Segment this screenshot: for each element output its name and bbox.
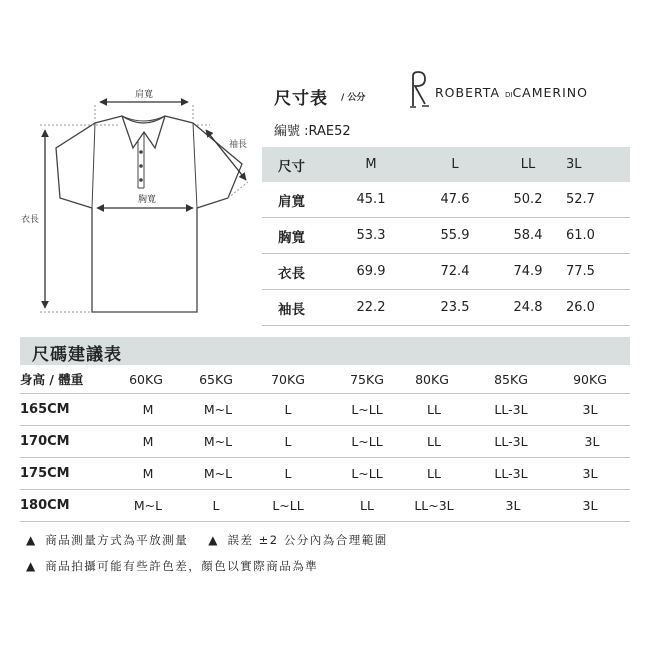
table-row <box>20 426 630 458</box>
table-row <box>20 490 630 522</box>
cell-value: 74.9 <box>513 264 543 279</box>
size-cell: LL <box>427 402 441 417</box>
cell-value: 50.2 <box>513 192 543 207</box>
recommend-header-row <box>20 365 630 394</box>
size-cell: M~L <box>203 402 233 417</box>
weight-header: 90KG <box>573 371 607 387</box>
table-row <box>262 218 630 254</box>
triangle-bullet-icon: ▲ <box>26 559 36 573</box>
row-label: 衣長 <box>278 265 305 282</box>
size-cell: L <box>284 466 292 481</box>
cell-value: 58.4 <box>513 228 543 243</box>
weight-header: 65KG <box>199 371 233 387</box>
cell-value: 23.5 <box>440 300 470 315</box>
cell-value: 69.9 <box>356 264 386 279</box>
size-cell: M~L <box>203 434 233 449</box>
note-text: 商品測量方式為平放測量 <box>45 533 189 547</box>
table-row <box>20 458 630 490</box>
header-m: M <box>365 157 377 172</box>
row-label: 肩寬 <box>278 193 305 210</box>
cell-value: 47.6 <box>440 192 470 207</box>
note-text: 誤差 ±2 公分內為合理範圍 <box>227 533 388 547</box>
size-cell: M <box>142 402 154 417</box>
note-line-1 <box>26 532 388 548</box>
weight-header: 60KG <box>129 371 163 387</box>
brand-logo-block <box>405 70 605 110</box>
cell-value: 53.3 <box>356 228 386 243</box>
size-chart-title: 尺寸表 <box>274 89 328 109</box>
size-cell: M~L <box>203 466 233 481</box>
header-l: L <box>451 157 459 172</box>
row-label: 袖長 <box>278 301 305 318</box>
table-row <box>262 254 630 290</box>
triangle-bullet-icon: ▲ <box>26 533 36 547</box>
sleeve-label: 袖長 <box>228 140 248 150</box>
brand-name: ROBERTA DICAMERINO <box>435 85 588 100</box>
size-cell: L~LL <box>351 466 383 481</box>
size-cell: M <box>142 466 154 481</box>
size-cell: 3L <box>582 402 598 417</box>
cell-value: 55.9 <box>440 228 470 243</box>
size-cell: LL~3L <box>414 498 454 513</box>
shoulder-label: 肩寬 <box>134 90 154 100</box>
button-dot <box>139 164 143 168</box>
header-size: 尺寸 <box>278 158 305 175</box>
size-cell: LL <box>427 466 441 481</box>
size-cell: 3L <box>505 498 521 513</box>
size-cell: 3L <box>584 434 600 449</box>
weight-header: 80KG <box>415 371 449 387</box>
height-label: 170CM <box>20 434 70 449</box>
recommend-title: 尺碼建議表 <box>32 345 122 365</box>
size-cell: LL <box>427 434 441 449</box>
weight-header: 75KG <box>350 371 384 387</box>
cell-value: 52.7 <box>566 192 595 207</box>
size-cell: L~LL <box>351 402 383 417</box>
size-cell: L <box>284 402 292 417</box>
cell-value: 72.4 <box>440 264 470 279</box>
table-row <box>262 290 630 326</box>
size-cell: LL <box>360 498 374 513</box>
model-number: 編號 :RAE52 <box>274 124 351 139</box>
cell-value: 24.8 <box>513 300 543 315</box>
note-text: 商品拍攝可能有些許色差，顏色以實際商品為準 <box>45 559 319 573</box>
weight-header: 70KG <box>271 371 305 387</box>
size-cell: M~L <box>133 498 163 513</box>
header-3l: 3L <box>566 157 582 172</box>
size-cell: L~LL <box>272 498 304 513</box>
height-label: 175CM <box>20 466 70 481</box>
cell-value: 22.2 <box>356 300 386 315</box>
table-row <box>20 394 630 426</box>
cell-value: 61.0 <box>566 228 595 243</box>
weight-header: 85KG <box>494 371 528 387</box>
unit-label: / 公分 <box>341 93 366 103</box>
size-cell: L~LL <box>351 434 383 449</box>
shirt-outline <box>56 116 242 312</box>
note-line-2 <box>26 558 318 574</box>
cell-value: 26.0 <box>566 300 595 315</box>
size-cell: M <box>142 434 154 449</box>
table-row <box>262 182 630 218</box>
size-cell: LL-3L <box>494 466 528 481</box>
brand-r-logo-icon <box>405 70 433 110</box>
row-label: 胸寬 <box>278 229 305 246</box>
height-label: 165CM <box>20 402 70 417</box>
size-cell: LL-3L <box>494 402 528 417</box>
size-cell: LL-3L <box>494 434 528 449</box>
size-cell: 3L <box>582 498 598 513</box>
height-label: 180CM <box>20 498 70 513</box>
shirt-measurement-diagram <box>0 80 270 330</box>
button-dot <box>139 150 143 154</box>
cell-value: 77.5 <box>566 264 595 279</box>
recommend-table <box>20 365 630 522</box>
size-cell: L <box>284 434 292 449</box>
header-height-weight: 身高 / 體重 <box>20 372 84 387</box>
size-chart-table <box>262 147 630 326</box>
chest-label: 胸寬 <box>137 195 157 205</box>
size-chart-header-row <box>262 147 630 182</box>
header-ll: LL <box>520 157 536 172</box>
cell-value: 45.1 <box>356 192 386 207</box>
size-cell: L <box>212 498 220 513</box>
length-label: 衣長 <box>20 215 40 225</box>
triangle-bullet-icon: ▲ <box>208 533 218 547</box>
size-cell: 3L <box>582 466 598 481</box>
button-dot <box>139 178 143 182</box>
